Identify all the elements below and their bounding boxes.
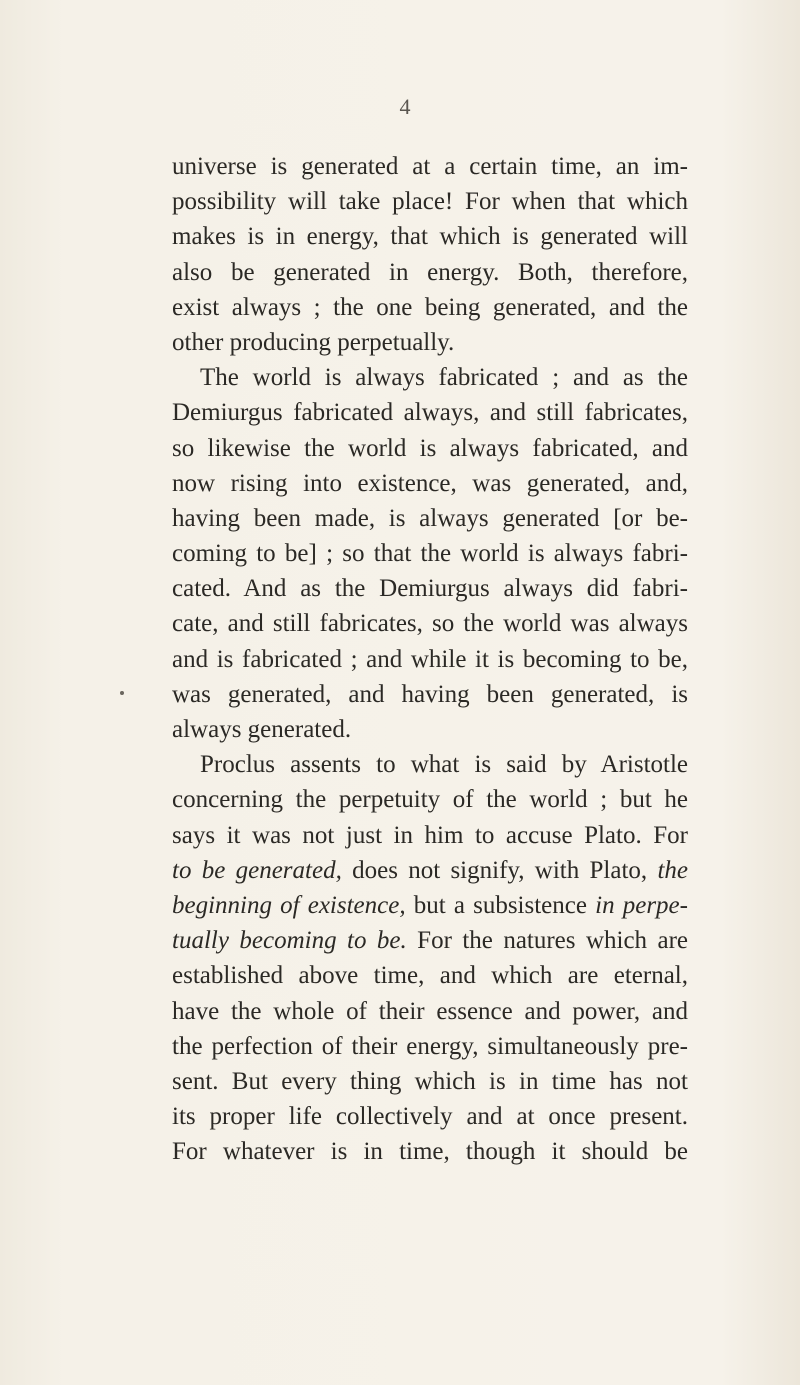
italic-text: the: [657, 856, 688, 884]
text-line: exist always ; the one being generated, and the: [172, 293, 688, 321]
text-line: also be generated in energy. Both, therefore,: [172, 258, 688, 286]
text-line: cated. And as the Demiurgus always did fabri-: [172, 575, 688, 603]
text-line: universe is generated at a certain time, an im-: [172, 153, 688, 180]
text-line: possibility will take place! For when that which: [172, 188, 688, 216]
text-line: [172, 888, 688, 923]
margin-dot: [120, 691, 124, 695]
text-line: [172, 853, 688, 888]
italic-text: tually becoming to be.: [172, 927, 407, 955]
italic-text: in perpe-: [595, 891, 688, 919]
text-line: The world is always fabricated ; and as the: [200, 364, 688, 392]
text-line: Proclus assents to what is said by Aristotle: [200, 751, 688, 779]
text-line: its proper life collectively and at once present.: [172, 1103, 688, 1131]
text-line: says it was not just in him to accuse Plato. For: [172, 821, 688, 849]
text-line: having been made, is always generated [or be-: [172, 504, 688, 532]
text-line: other producing perpetually.: [172, 328, 455, 356]
text-line: [172, 923, 688, 958]
text-line: coming to be] ; so that the world is always fabri-: [172, 540, 688, 568]
text-line: so likewise the world is always fabricated, and: [172, 434, 688, 462]
text-line: was generated, and having been generated, is: [172, 680, 688, 708]
body-text: [172, 149, 688, 1169]
text-line: For whatever is in time, though it should be: [172, 1138, 688, 1166]
text-line: makes is in energy, that which is generated will: [172, 223, 688, 251]
italic-text: to be generated,: [172, 856, 342, 884]
text-line: and is fabricated ; and while it is becoming to be,: [172, 645, 688, 673]
text-line: Demiurgus fabricated always, and still fabricates,: [172, 399, 688, 427]
text-segment: For the natures which are: [406, 927, 688, 955]
text-line: cate, and still fabricates, so the world was always: [172, 610, 688, 638]
text-line: established above time, and which are eternal,: [172, 962, 688, 990]
text-segment: does not signify, with Plato,: [341, 856, 658, 884]
text-line: always generated.: [172, 716, 352, 743]
text-line: the perfection of their energy, simultaneously pre-: [172, 1032, 688, 1060]
text-line: now rising into existence, was generated, and,: [172, 469, 688, 497]
italic-text: beginning of existence,: [172, 891, 406, 919]
page-number: 4: [399, 94, 411, 119]
text-segment: but a subsistence: [405, 891, 596, 919]
text-line: concerning the perpetuity of the world ; but he: [172, 786, 688, 814]
text-line: have the whole of their essence and power, and: [172, 997, 688, 1025]
text-line: sent. But every thing which is in time has not: [172, 1067, 688, 1095]
